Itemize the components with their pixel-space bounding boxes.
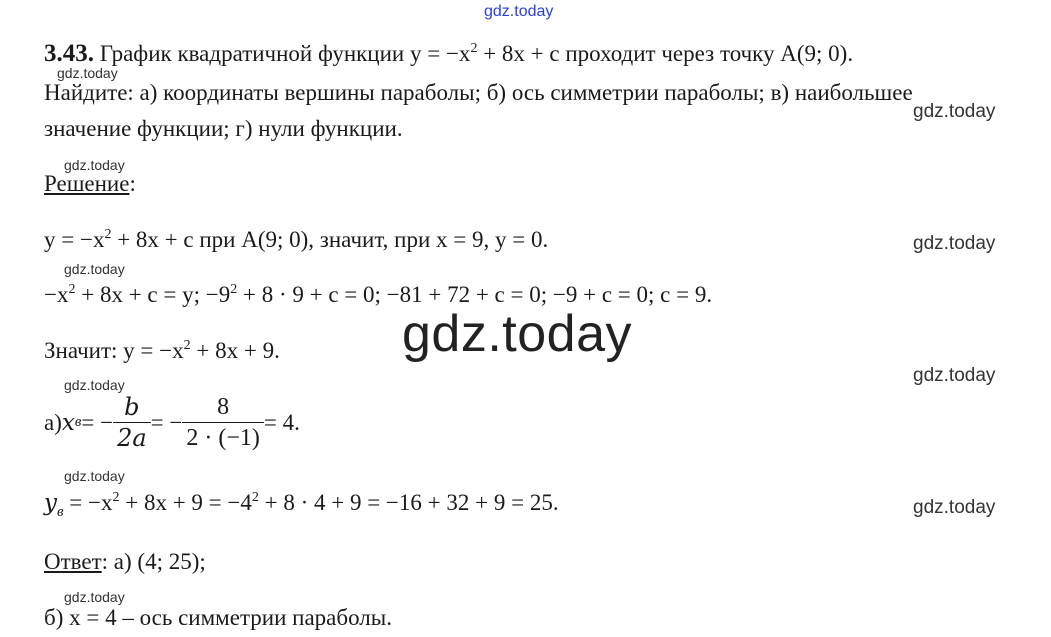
problem-number: 3.43. — [44, 40, 94, 67]
fraction-denominator: 2 · (−1) — [186, 425, 260, 451]
solution-heading — [44, 170, 136, 198]
exponent: 2 — [183, 338, 191, 353]
solution-text: + 8x + c при A(9; 0), значит, при x = 9, y = 0. — [111, 227, 549, 252]
exponent: 2 — [251, 490, 259, 505]
solution-heading-text: Решение — [44, 171, 130, 196]
vertex-x-equation — [44, 392, 300, 453]
watermark-right: gdz.today — [913, 233, 996, 254]
equals-minus: = − — [150, 409, 183, 435]
exponent: 2 — [470, 41, 478, 56]
answer-a: : а) (4; 25); — [101, 549, 206, 574]
vertex-y-equation — [44, 489, 559, 526]
solution-line-1 — [44, 226, 548, 254]
exponent: 2 — [230, 282, 238, 297]
solution-text: Значит: y = −x — [44, 338, 184, 363]
item-label: а) — [44, 409, 62, 435]
watermark-small: gdz.today — [64, 157, 125, 173]
exponent: 2 — [104, 227, 112, 242]
exponent: 2 — [112, 490, 120, 505]
watermark-right: gdz.today — [913, 365, 996, 386]
watermark-small: gdz.today — [64, 468, 125, 484]
solution-text: = −x — [63, 490, 113, 515]
answer-line-a — [44, 548, 206, 576]
solution-heading-colon: : — [129, 171, 136, 196]
subscript-v: в — [57, 504, 64, 520]
watermark-right: gdz.today — [913, 497, 996, 518]
result: = 4. — [263, 409, 300, 435]
watermark-small: gdz.today — [64, 589, 125, 605]
problem-line-2: Найдите: а) координаты вершины параболы; б) ось симметрии параболы; в) наибольшее — [44, 80, 913, 105]
solution-text: y = −x — [44, 227, 105, 252]
watermark-top: gdz.today — [484, 3, 554, 20]
answer-label: Ответ — [44, 549, 102, 574]
solution-line-3 — [44, 337, 280, 365]
watermark-right: gdz.today — [913, 101, 996, 122]
solution-text: + 8x + 9. — [190, 338, 280, 363]
watermark-small: gdz.today — [57, 65, 118, 81]
problem-text-1: График квадратичной функции y = −x — [94, 41, 471, 66]
watermark-small: gdz.today — [64, 261, 125, 277]
equals-minus: = − — [81, 409, 114, 435]
fraction-b-2a — [113, 392, 151, 453]
problem-line-3: значение функции; г) нули функции. — [44, 116, 403, 141]
fraction-8 — [182, 392, 264, 453]
watermark-small: gdz.today — [64, 377, 125, 393]
variable-y: y — [44, 490, 57, 516]
exponent: 2 — [68, 282, 76, 297]
solution-text: + 8 · 4 + 9 = −16 + 32 + 9 = 25. — [258, 490, 559, 515]
fraction-denominator: 2a — [117, 424, 147, 452]
solution-text: + 8x + c = y; −9 — [75, 282, 231, 307]
solution-text: −x — [44, 282, 69, 307]
problem-text-1b: + 8x + c проходит через точку A(9; 0). — [477, 41, 854, 66]
fraction-numerator: 8 — [182, 392, 264, 423]
answer-line-b: б) x = 4 – ось симметрии параболы. — [44, 605, 392, 630]
variable-x: x — [61, 409, 75, 436]
problem-line-1 — [44, 40, 853, 68]
solution-text: + 8 · 9 + c = 0; −81 + 72 + c = 0; −9 + c = 0; c = 9. — [237, 282, 713, 307]
solution-text: + 8x + 9 = −4 — [119, 490, 252, 515]
watermark-big: gdz.today — [402, 305, 632, 363]
fraction-numerator: b — [113, 392, 151, 423]
subscript-v: в — [74, 414, 82, 430]
